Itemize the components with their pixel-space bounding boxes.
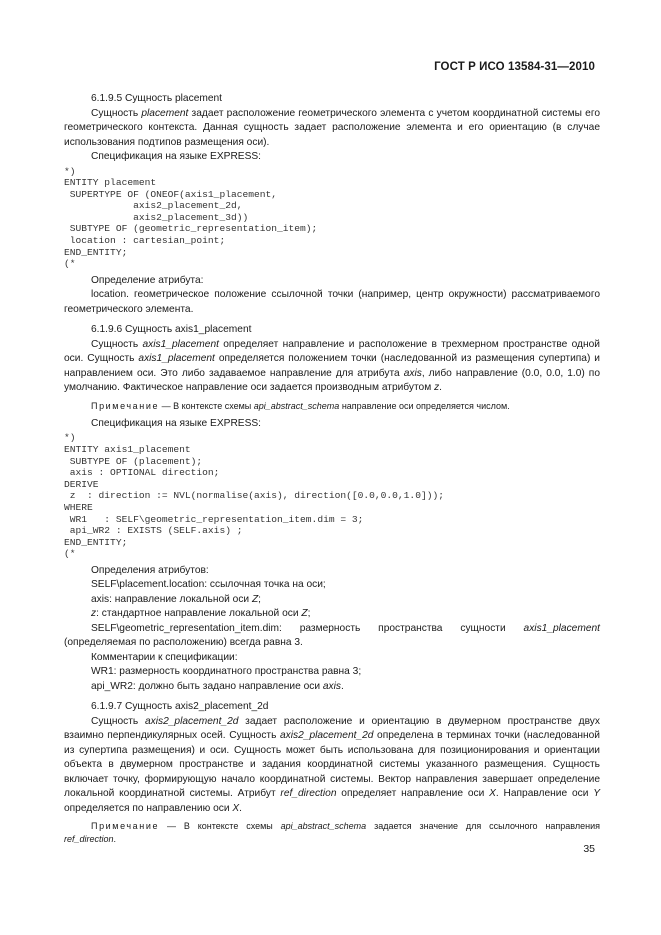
axis1-attr-dim: SELF\geometric_representation_item.dim: размерность пространства сущности axis1_placement (определяемая по расположению) всегда равна 3. bbox=[64, 622, 600, 649]
placement-description: Сущность placement задает расположение геометрического элемента с учетом координатной системы его геометрического контекста. Данная сущность задает расположение элемента и его ориентацию (в случае использования подтипов размещения оси). bbox=[64, 107, 600, 148]
placement-spec-label: Спецификация на языке EXPRESS: bbox=[91, 151, 262, 162]
section-heading-axis1: 6.1.9.6 Сущность axis1_placement bbox=[91, 324, 252, 336]
placement-attr-title: Определение атрибута: bbox=[91, 274, 204, 286]
axis1-express-code: *) ENTITY axis1_placement SUBTYPE OF (placement); axis : OPTIONAL direction; DERIVE z : direction := NVL(normalise(axis), direction([0.0,0.0,1.0])); WHERE WR1 : SELF\geometric_representation_item.dim = 3; api_WR2 : EXISTS (SELF.axis) ; END_ENTITY; (* bbox=[64, 432, 444, 560]
axis1-attrs-title: Определения атрибутов: bbox=[91, 564, 209, 576]
section-heading-placement: 6.1.9.5 Сущность placement bbox=[91, 93, 223, 104]
page-number: 35 bbox=[583, 843, 595, 855]
axis1-attr-axis: axis: направление локальной оси Z; bbox=[91, 593, 262, 605]
axis2-note: Примечание — В контексте схемы api_abstract_schema задается значение для ссылочного направления ref_direction. bbox=[64, 821, 600, 845]
axis1-comment-wr1: WR1: размерность координатного пространства равна 3; bbox=[91, 666, 362, 678]
placement-attr-location: location. геометрическое положение ссылочной точки (например, центр окружности) рассматриваемого геометрического элемента. bbox=[64, 289, 600, 315]
axis1-description: Сущность axis1_placement определяет направление и расположение в трехмерном пространстве одной оси. Сущность axis1_placement определяется положением точки (наследованной из размещения супертипа) и направлением оси. Это либо задаваемое направление для атрибута axis, либо направление (0.0, 0.0, 1.0) по умолчанию. Фактическое направление оси задается производным атрибутом z. bbox=[64, 338, 601, 394]
axis1-attr-location: SELF\placement.location: ссылочная точка на оси; bbox=[91, 579, 326, 591]
axis1-spec-label: Спецификация на языке EXPRESS: bbox=[91, 417, 262, 429]
axis1-note: Примечание — В контексте схемы api_abstract_schema направление оси определяется числом. bbox=[91, 400, 510, 411]
page-content bbox=[64, 92, 600, 850]
axis2-description: Сущность axis2_placement_2d задает расположение и ориентацию в двумерном пространстве двух взаимно перпендикулярных осей. Сущность axis2_placement_2d определена в терминах точки (наследованной из супертипа размещения) и оси. Сущность может быть использована для позиционирования и ориентации объекта в двумерном пространстве и задания координатной системы указанного размещения. Сущность включает точку, формирующую начало координатной системы. Вектор направления завершает определение локальной координатной системы. Атрибут ref_direction определяет направление оси X. Направление оси Y определяется по направлению оси X. bbox=[64, 715, 601, 814]
axis1-comments-title: Комментарии к спецификации: bbox=[91, 651, 238, 663]
section-heading-axis2: 6.1.9.7 Сущность axis2_placement_2d bbox=[91, 701, 269, 713]
axis1-attr-z: z: стандартное направление локальной оси Z; bbox=[91, 608, 311, 620]
placement-express-code: *) ENTITY placement SUPERTYPE OF (ONEOF(axis1_placement, axis2_placement_2d, axis2_placement_3d)) SUBTYPE OF (geometric_representation_item); location : cartesian_point; END_ENTITY; (* bbox=[64, 165, 318, 270]
document-header: ГОСТ Р ИСО 13584-31—2010 bbox=[434, 61, 595, 73]
axis1-comment-wr2: api_WR2: должно быть задано направление оси axis. bbox=[91, 680, 344, 692]
